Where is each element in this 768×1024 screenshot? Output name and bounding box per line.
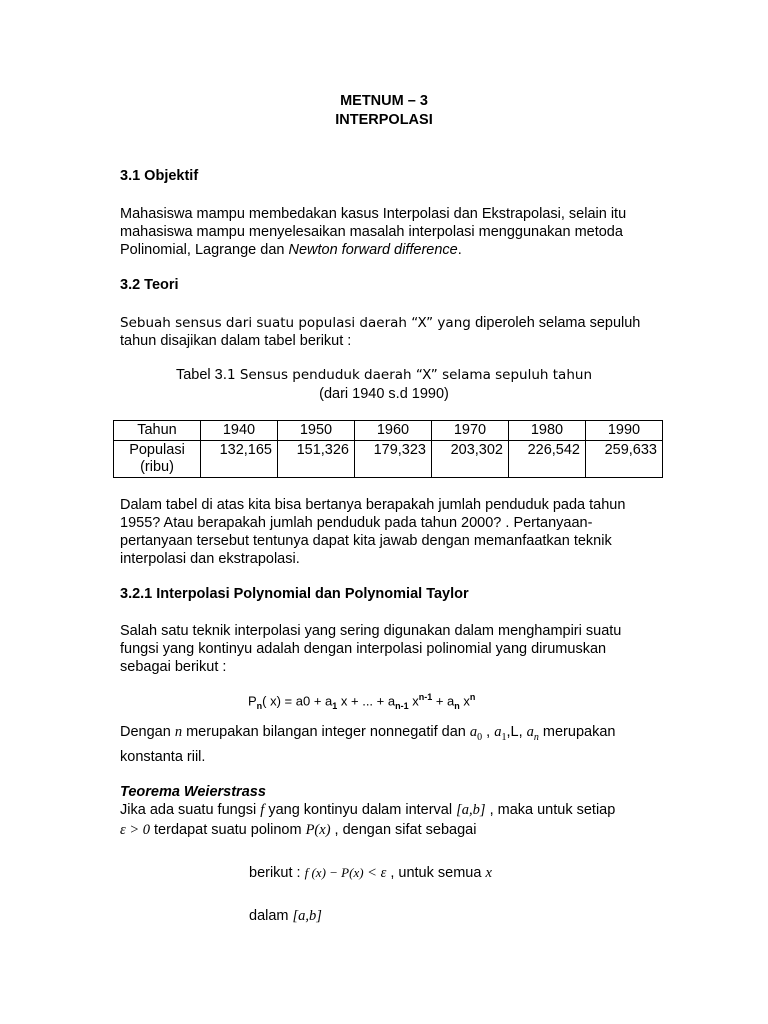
theorem-text: dalam [249, 908, 293, 924]
table-cell-year: 1970 [432, 421, 509, 441]
math-n: n [174, 724, 183, 740]
dengan-text: ,L, [506, 724, 527, 740]
heading-polinom: 3.2.1 Interpolasi Polynomial dan Polynomial Taylor [120, 586, 469, 602]
table-header-tahun: Tahun [114, 421, 201, 441]
table-cell-year: 1940 [201, 421, 278, 441]
theorem-text: Jika ada suatu fungsi [120, 802, 261, 818]
teori-line-2: tahun disajikan dalam tabel berikut : [120, 333, 352, 349]
table-caption-b: .1 Sensus penduduk daerah “X” selama sepuluh tahun [222, 367, 592, 383]
heading-teori: 3.2 Teori [120, 277, 179, 293]
math-px: P(x) [305, 822, 331, 838]
math-a1: a [494, 724, 502, 740]
dengan-text: merupakan [538, 724, 616, 740]
theorem-text: , untuk semua [386, 865, 486, 881]
theorem-line-1 [120, 802, 615, 819]
table-cell-value: 259,633 [586, 441, 663, 478]
table-cell-value: 203,302 [432, 441, 509, 478]
dengan-text: Dengan [120, 724, 175, 740]
formula-part: x [459, 693, 470, 709]
theorem-text: berikut : [249, 865, 305, 881]
formula-p: P [248, 693, 257, 709]
math-lt-epsilon: < ε [363, 865, 387, 881]
table-cell-year: 1960 [355, 421, 432, 441]
populasi-unit: (ribu) [140, 459, 174, 475]
table-cell-value: 132,165 [201, 441, 278, 478]
polinom-line-3: sebagai berikut : [120, 659, 227, 675]
table-cell-value: 151,326 [278, 441, 355, 478]
paragraph-discussion [120, 496, 648, 568]
theorem-title: Teorema Weierstrass [120, 784, 266, 800]
dengan-line-1 [120, 724, 615, 743]
document-subtitle: INTERPOLASI [335, 112, 433, 128]
discussion-line-2: 1955? Atau berapakah jumlah penduduk pada tahun 2000? . Pertanyaan- [120, 515, 593, 531]
objektif-line-3-suffix: . [457, 242, 462, 258]
discussion-line-1: Dalam tabel di atas kita bisa bertanya berapakah jumlah penduduk pada tahun [120, 497, 626, 513]
math-a0: a [469, 724, 478, 740]
polinom-line-1: Salah satu teknik interpolasi yang sering digunakan dalam menghampiri suatu [120, 623, 622, 639]
objektif-line-3-text: Polinomial, Lagrange dan [120, 242, 289, 258]
formula-part: x + ... + a [337, 693, 396, 709]
table-row-years [114, 421, 663, 441]
formula-part: ( x) = a0 + a [262, 693, 333, 709]
objektif-line-3 [120, 241, 648, 259]
math-interval: [a,b] [292, 908, 322, 924]
dengan-line-2: konstanta riil. [120, 749, 206, 765]
formula-sup: n [469, 692, 476, 702]
table-cell-value: 226,542 [509, 441, 586, 478]
formula-part: + a [432, 693, 455, 709]
paragraph-objektif [120, 205, 648, 259]
table-row-population [114, 441, 663, 478]
formula-part: x [408, 693, 419, 709]
populasi-label: Populasi [129, 442, 185, 458]
table-caption [0, 367, 768, 383]
theorem-line-3 [249, 865, 492, 882]
math-f: f [260, 802, 265, 818]
dengan-text: , [482, 724, 495, 740]
math-epsilon: ε > 0 [120, 822, 150, 838]
theorem-line-4 [249, 908, 322, 925]
polynomial-formula [248, 692, 475, 711]
polinom-line-2: fungsi yang kontinyu adalah dengan interpolasi polinomial yang dirumuskan [120, 641, 607, 657]
paragraph-polinom [120, 622, 648, 676]
math-sub: n [533, 731, 539, 743]
discussion-line-4: interpolasi dan ekstrapolasi. [120, 551, 300, 567]
table-cell-year: 1980 [509, 421, 586, 441]
paragraph-teori [120, 314, 648, 350]
table-cell-year: 1950 [278, 421, 355, 441]
table-cell-year: 1990 [586, 421, 663, 441]
math-sub: 1 [501, 731, 507, 743]
math-sub: 0 [477, 731, 483, 743]
document-title: METNUM – 3 [340, 93, 428, 109]
theorem-line-2 [120, 822, 476, 839]
formula-sub: n [256, 700, 263, 711]
objektif-line-3-italic: Newton forward difference [288, 242, 458, 258]
teori-line-1-a: Sebuah sensus dari suatu populasi daerah “X” yang [120, 315, 476, 331]
objektif-line-2: mahasiswa mampu menyelesaikan masalah interpolasi menggunakan metoda [120, 224, 623, 240]
heading-objektif: 3.1 Objektif [120, 168, 199, 184]
dengan-text: merupakan bilangan integer nonnegatif dan [182, 724, 470, 740]
formula-sub: n [454, 700, 460, 711]
table-caption-a: Tabel 3 [175, 367, 223, 383]
table-header-populasi [114, 441, 201, 478]
theorem-text: , maka untuk setiap [485, 802, 616, 818]
math-an: a [526, 724, 534, 740]
theorem-text: yang kontinyu dalam interval [264, 802, 457, 818]
objektif-line-1: Mahasiswa mampu membedakan kasus Interpolasi dan Ekstrapolasi, selain itu [120, 206, 627, 222]
census-table [113, 420, 663, 478]
formula-sub: n-1 [395, 700, 409, 711]
math-expression: f (x) − P(x) [304, 865, 364, 880]
theorem-text: terdapat suatu polinom [150, 822, 306, 838]
math-interval: [a,b] [456, 802, 486, 818]
formula-sub: 1 [332, 700, 338, 711]
discussion-line-3: pertanyaan tersebut tentunya dapat kita jawab dengan memanfaatkan teknik [120, 533, 612, 549]
math-x: x [485, 865, 492, 881]
theorem-text: , dengan sifat sebagai [330, 822, 477, 838]
formula-sup: n-1 [418, 692, 433, 702]
table-caption-range: (dari 1940 s.d 1990) [319, 386, 449, 402]
table-cell-value: 179,323 [355, 441, 432, 478]
teori-line-1-b: diperoleh selama sepuluh [475, 315, 641, 331]
teori-line-1 [120, 314, 648, 332]
